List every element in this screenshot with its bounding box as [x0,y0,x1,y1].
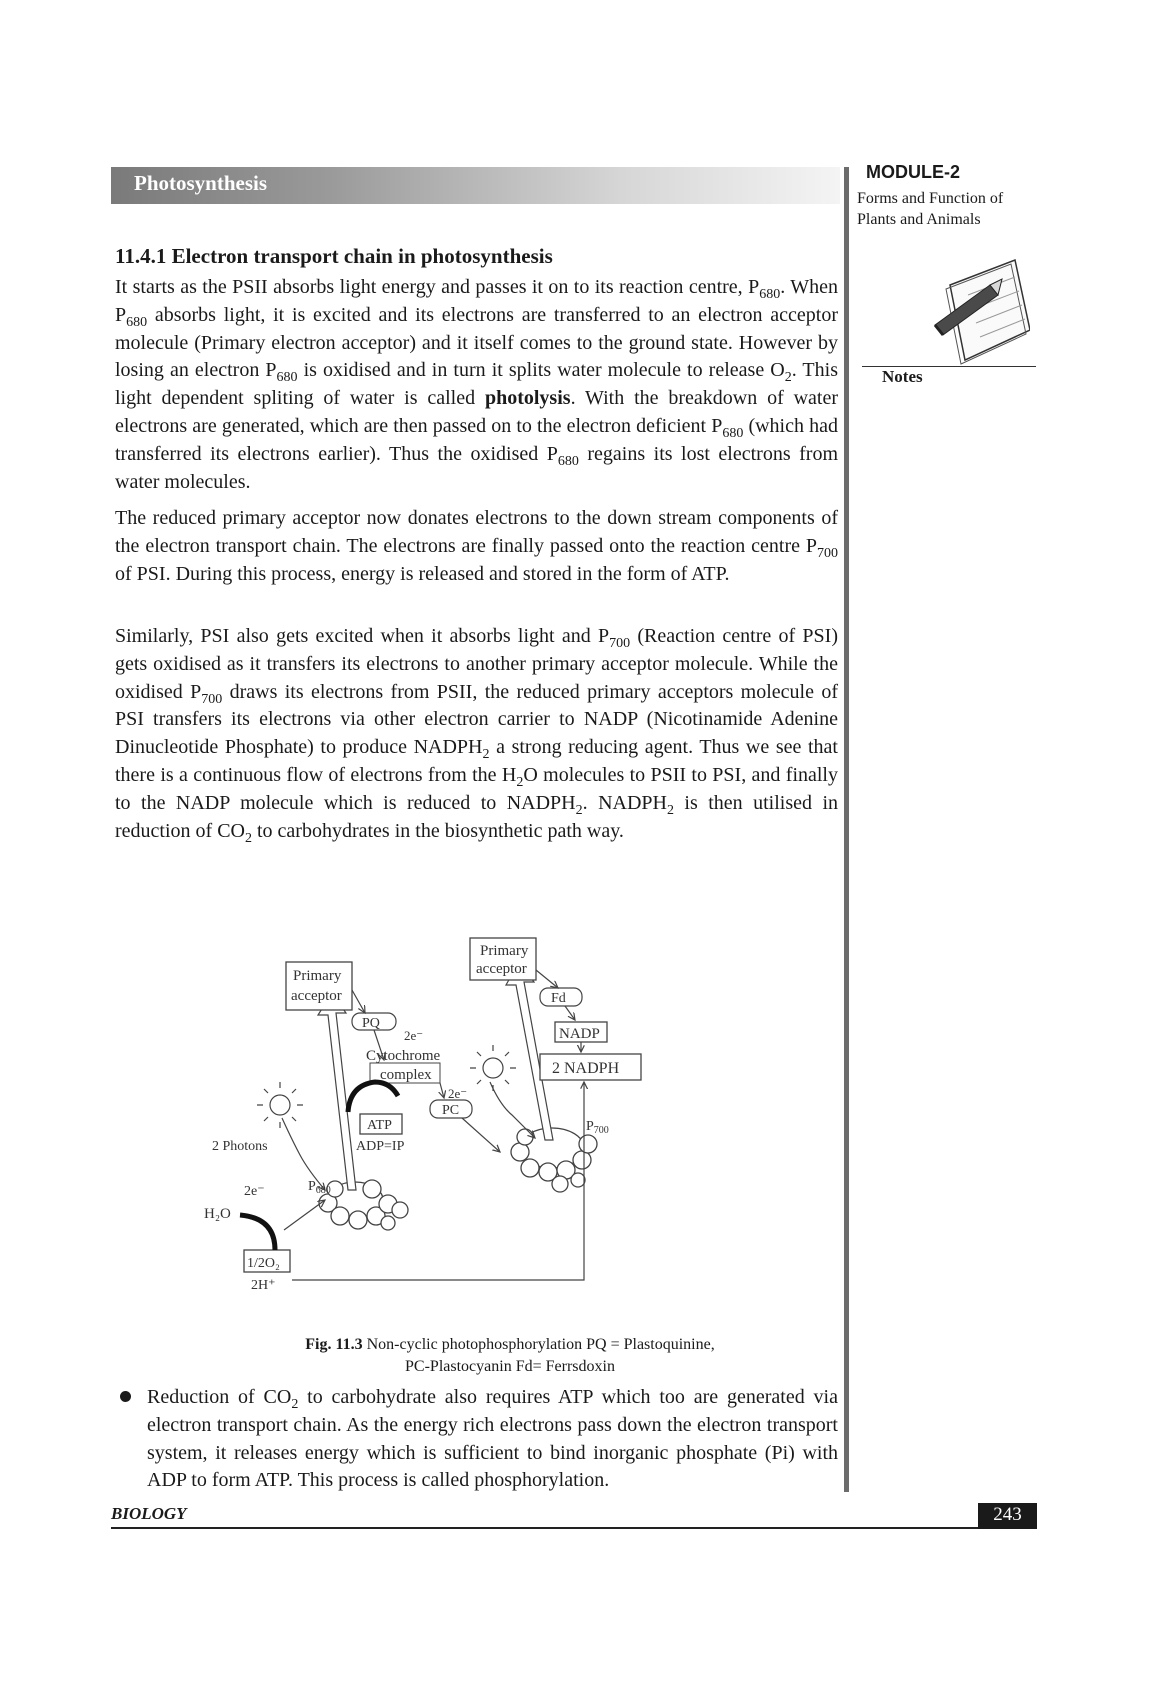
paragraph-3: Similarly, PSI also gets excited when it absorbs light and $P_{700}$ (Reaction centre of PSI) gets oxidised as it transfers its electrons to another primary acceptor molecule. While the oxidised $P_{700}$ draws its electrons from PSII, the reduced primary acceptors molecule of PSI transfers its electrons via other electron carrier to NADP (Nicotinamide Adenine Dinucleotide Phosphate) to produce $NADPH_2$ a strong reducing agent. Thus we see that there is a continuous flow of electrons from the $H_2O$ molecules to PSII to PSI, and finally to the NADP molecule which is reduced to $NADPH_2$. $NADPH_2$ is then utilised in reduction of $CO_2$ to carbohydrates in the biosynthetic path way. [115,625,839,846]
section-heading: 11.4.1 Electron transport chain in photosynthesis [115,244,553,268]
two-electrons-label-1: 2e⁻ [404,1028,424,1043]
atp-label: ATP [367,1118,392,1133]
footer-subject: BIOLOGY [111,1504,187,1523]
chapter-title: Photosynthesis [134,171,268,195]
notepad-pencil-icon [930,255,1030,370]
bullet-paragraph: Reduction of $CO_2$ to carbohydrate also requires ATP which too are generated via electron transport chain. As the energy rich electrons pass down the electron transport system, it releases energy which is sufficient to bind inorganic phosphate (Pi) with ADP to form ATP. This process is called phosphorylation. [147,1386,838,1492]
module-subtitle [857,188,1027,230]
primary-acceptor-label-1a: Primary [293,968,342,984]
figure-label: Fig. 11.3 [305,1336,363,1353]
fd-label: Fd [551,991,566,1006]
nadp-label: NADP [559,1026,600,1042]
photons-label: 2 Photons [212,1139,268,1154]
nadph-label: 2 NADPH [552,1060,620,1077]
z-scheme-diagram [200,900,730,1320]
footer-rule [111,1527,1036,1529]
pq-label: PQ [362,1016,380,1031]
term-photolysis: photolysis [484,387,571,410]
h2o-label: H₂O [204,1206,231,1222]
figure-caption: Fig. 11.3 Non-cyclic photophosphorylation PQ = Plastoquinine, PC-Plastocyanin Fd= Ferrsdoxin [305,1336,715,1375]
primary-acceptor-label-1b: acceptor [291,988,342,1004]
sun-icon-psi [470,1045,516,1091]
module-subtitle-line2: Plants and Animals [857,211,981,228]
cytochrome-label: Cytochrome [366,1048,441,1064]
module-title: MODULE-2 [866,162,960,182]
sun-icon-psii [257,1082,303,1128]
primary-acceptor-label-2a: Primary [480,943,529,959]
two-electrons-label-2: 2e⁻ [448,1086,468,1101]
bullet-icon [120,1391,131,1402]
adp-label: ADP=IP [356,1139,405,1154]
two-h-label: 2H⁺ [251,1278,276,1293]
notes-label: Notes [882,367,923,386]
primary-acceptor-label-2b: acceptor [476,961,527,977]
module-subtitle-line1: Forms and Function of [857,190,1004,207]
paragraph-1: It starts as the PSII absorbs light energy and passes it on to its reaction centre, $P_{680}$. When $P_{680}$ absorbs light, it is excited and its electrons are transferred to an electron acceptor molecule (Primary electron acceptor) and it itself comes to the ground state. However by losing an electron $P_{680}$ is oxidised and in turn it splits water molecule to release $O_2$. This light dependent spliting of water is called photolysis. With the breakdown of water electrons are generated, which are then passed on to the electron deficient $P_{680}$ (which had transferred its electrons earlier). Thus the oxidised $P_{680}$ regains its lost electrons from water molecules. [115,276,838,493]
psii-complex [319,1180,408,1230]
paragraph-2: The reduced primary acceptor now donates electrons to the down stream components of the electron transport chain. The electrons are finally passed onto the reaction centre $P_{700}$ of PSI. During this process, energy is released and stored in the form of ATP. [115,507,838,585]
margin-divider [844,167,849,1492]
p700-label: $P_{700}$ [586,1119,609,1136]
pc-label: PC [442,1103,460,1118]
complex-label: complex [380,1067,432,1083]
page-number: 243 [993,1504,1022,1525]
two-electrons-label-3: 2e⁻ [244,1184,265,1199]
half-o2-label: 1/2O₂ [247,1256,280,1271]
p680-label: $P_{680}$ [308,1179,331,1196]
